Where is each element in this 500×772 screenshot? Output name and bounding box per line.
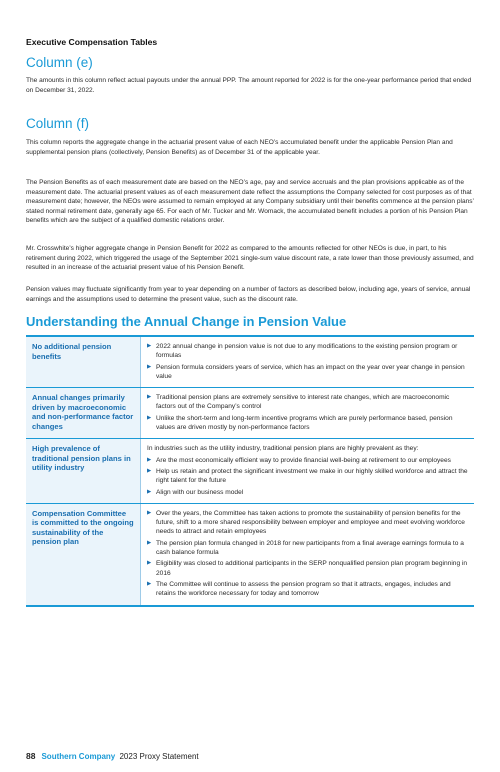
bullet-item [147,414,468,433]
bullet-item [147,342,468,361]
document-title: 2023 Proxy Statement [119,752,199,761]
row-content [140,504,474,605]
table-row [26,504,474,605]
column-e-text: The amounts in this column reflect actual payouts under the annual PPP. The amount reported for 2022 is for the one-year performance period that ended on December 31, 2022. [26,77,472,94]
bullet-text: Unlike the short-term and long-term incentive programs which are purely performance based, pension values are driven mostly by non-performance factors [156,414,453,432]
row-content [140,439,474,502]
bullet-item [147,580,468,599]
column-f-heading: Column (f) [26,116,90,131]
company-name: Southern Company [41,752,116,761]
pension-value-table [26,335,474,607]
bullet-item [147,363,468,382]
bullet-text: Are the most economically efficient way to provide financial well-being at retirement to our employees [156,456,451,464]
column-e-heading: Column (e) [26,55,93,70]
bullet-text: 2022 annual change in pension value is not due to any modifications to the existing pension program or formulas [156,343,458,360]
row-content [140,388,474,438]
triangle-right-icon: ▶ [147,539,152,546]
triangle-right-icon: ▶ [147,509,152,516]
triangle-right-icon: ▶ [147,394,152,401]
bullet-text: Traditional pension plans are extremely sensitive to interest rate changes, which are macroeconomic factors out of the Company’s control [156,394,450,411]
bullet-text: Align with our business model [156,488,244,496]
row-label: High prevalence of traditional pension plans in utility industry [32,444,131,473]
table-row [26,388,474,439]
bullet-item [147,488,468,497]
bullet-text: Help us retain and protect the significant investment we make in our highly skilled workforce and attract the right talent for the future [156,467,468,485]
section-label: Executive Compensation Tables [26,37,158,47]
row-intro: In industries such as the utility industry, traditional pension plans are highly prevalent as they: [147,445,419,453]
table-row [26,337,474,388]
triangle-right-icon: ▶ [147,363,152,370]
table-row [26,439,474,503]
row-content [140,337,474,387]
page-number: 88 [26,751,36,761]
bullet-text: The pension plan formula changed in 2018 for new participants from a final average earnings formula to a cash balance formula [156,539,464,557]
bullet-text: Eligibility was closed to additional participants in the SERP nonqualified pension plan program beginning in 2016 [156,560,468,577]
triangle-right-icon: ▶ [147,467,152,474]
bullet-item [147,393,468,412]
page-footer [26,751,199,761]
row-label: Annual changes primarily driven by macroeconomic and non-performance factor changes [32,393,134,431]
triangle-right-icon: ▶ [147,488,152,495]
bullet-item [147,456,468,465]
triangle-right-icon: ▶ [147,414,152,421]
triangle-right-icon: ▶ [147,560,152,567]
column-f-paragraph: This column reports the aggregate change in the actuarial present value of each NEO’s accumulated benefit under the applicable Pension Plan and supplemental pension plans (collectively, Pension Benefits) as of December 31 of the applicable year. [26,139,453,156]
bullet-text: Pension formula considers years of service, which has an impact on the year over year change in pension value [156,363,465,380]
column-f-paragraph: The Pension Benefits as of each measurement date are based on the NEO’s age, pay and service accruals and the plan provisions applicable as of the measurement date. The actuarial present values as of each measurement date reflect the assumptions the Company selected for cost purposes as of that measurement date; however, the NEOs were assumed to remain employed at any Company subsidiary until their benefits commence at the pension plans’ stated normal retirement date, generally age 65. For each of Mr. Tucker and Mr. Womack, the accumulated benefit includes a portion of his Pension Plan benefits which are the subject of a qualified domestic relations order. [26,179,474,225]
bullet-item [147,539,468,558]
bullet-item [147,509,468,537]
pension-value-heading: Understanding the Annual Change in Pension Value [26,314,347,329]
triangle-right-icon: ▶ [147,580,152,587]
bullet-item [147,467,468,486]
bullet-text: Over the years, the Committee has taken actions to promote the sustainability of pension benefits for the future, shift to a more shared responsibility between employer and employee and meet evolving workforce needs to attract and retain employees [156,509,465,536]
column-f-paragraph: Mr. Crosswhite’s higher aggregate change in Pension Benefit for 2022 as compared to the amounts reflected for other NEOs is due, in part, to his retirement during 2022, which triggered the usage of the September 2021 single-sum value discount rate, a rate lower than those previously assumed, and resulted in an increase of the actuarial present value of his Pension Benefit. [26,245,474,272]
triangle-right-icon: ▶ [147,343,152,349]
bullet-item [147,559,468,578]
triangle-right-icon: ▶ [147,456,152,463]
row-label: Compensation Committee is committed to the ongoing sustainability of the pension plan [32,508,134,547]
bullet-text: The Committee will continue to assess the pension program so that it attracts, engages, includes and retains the workforce necessary for today and tomorrow [156,580,451,598]
row-label: No additional pension benefits [32,342,112,361]
column-f-paragraph: Pension values may fluctuate significantly from year to year depending on a number of factors as described below, including age, years of service, annual earnings and the assumptions used to determine the present value, such as the discount rate. [26,286,471,303]
